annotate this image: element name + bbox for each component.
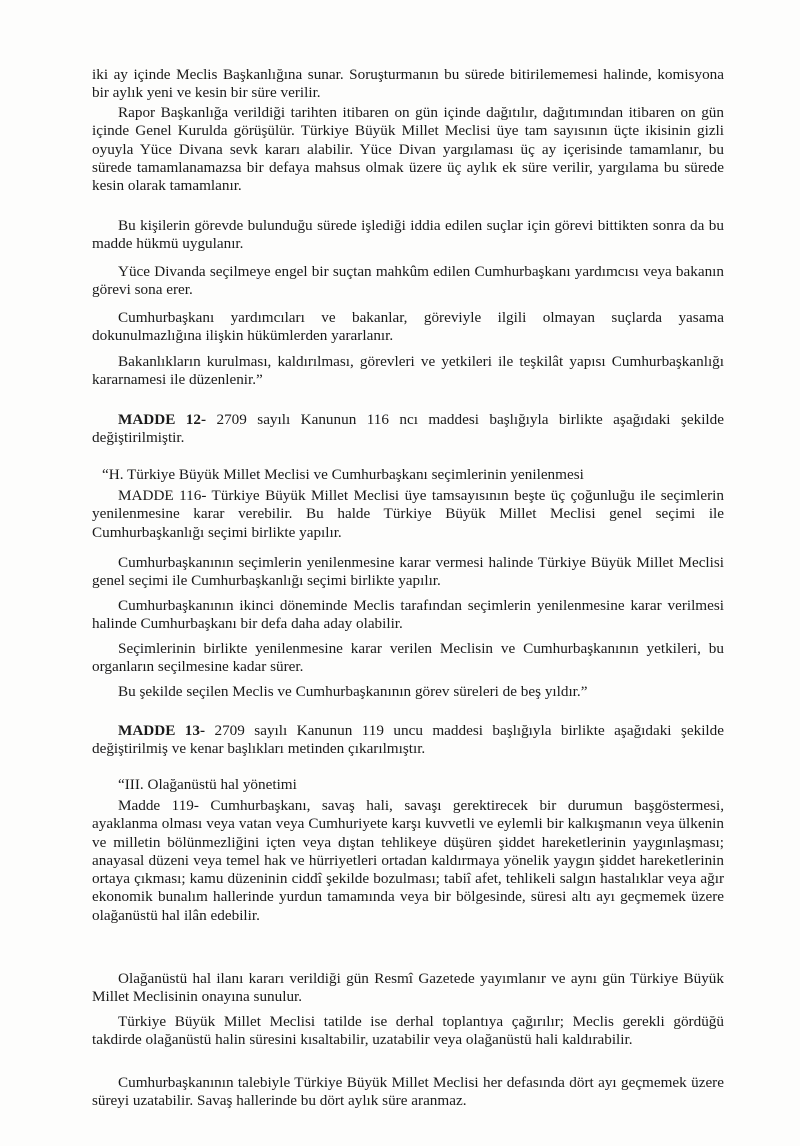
article-12-label: MADDE 12-: [118, 411, 207, 428]
paragraph: MADDE 116- Türkiye Büyük Millet Meclisi üye tamsayısının beşte üç çoğunluğu ile seçimlerin yenilenmesine karar verebilir. Bu halde Türkiye Büyük Millet Meclisi genel seçimi ile Cumhurbaşkanlığı seçimi birlikte yapılır.: [92, 487, 724, 541]
paragraph: Cumhurbaşkanının seçimlerin yenilenmesine karar vermesi halinde Türkiye Büyük Millet Meclisi genel seçimi ile Cumhurbaşkanlığı seçimi birlikte yapılır.: [92, 554, 724, 590]
paragraph: Bu kişilerin görevde bulunduğu sürede işlediği iddia edilen suçlar için görevi bittikten sonra da bu madde hükmü uygulanır.: [92, 217, 724, 253]
paragraph: Cumhurbaşkanının talebiyle Türkiye Büyük Millet Meclisi her defasında dört ayı geçmemek üzere süreyi uzatabilir. Savaş hallerinde bu dört aylık süre aranmaz.: [92, 1074, 724, 1110]
article-13-paragraph: [92, 722, 724, 759]
article-12-text: 2709 sayılı Kanunun 116 ncı maddesi başlığıyla birlikte aşağıdaki şekilde değiştirilmiştir.: [92, 411, 724, 447]
article-12-paragraph: [92, 411, 724, 448]
paragraph: Türkiye Büyük Millet Meclisi tatilde ise derhal toplantıya çağırılır; Meclis gerekli gördüğü takdirde olağanüstü halin süresini kısaltabilir, uzatabilir veya olağanüstü hali kaldırabilir.: [92, 1013, 724, 1049]
article-13-label: MADDE 13-: [118, 722, 206, 739]
paragraph: Rapor Başkanlığa verildiği tarihten itibaren on gün içinde dağıtılır, dağıtımından itibaren on gün içinde Genel Kurulda görüşülür. Türkiye Büyük Millet Meclisi üye tam sayısının üçte ikisinin gizli oyuyla Yüce Divana sevk kararı alabilir. Yüce Divan yargılaması üç ay içerisinde tamamlanır, bu sürede tamamlanamazsa bir defaya mahsus olmak üzere üç aylık ek süre verilir, yargılama bu sürede kesin olarak tamamlanır.: [92, 104, 724, 195]
paragraph: Bakanlıkların kurulması, kaldırılması, görevleri ve yetkileri ile teşkilât yapısı Cumhurbaşkanlığı kararnamesi ile düzenlenir.”: [92, 353, 724, 389]
section-heading: “III. Olağanüstü hal yönetimi: [118, 776, 297, 793]
paragraph: Cumhurbaşkanının ikinci döneminde Meclis tarafından seçimlerin yenilenmesine karar verilmesi halinde Cumhurbaşkanı bir defa daha aday olabilir.: [92, 597, 724, 633]
paragraph: Madde 119- Cumhurbaşkanı, savaş hali, savaşı gerektirecek bir durumun başgöstermesi, ayaklanma olması veya vatan veya Cumhuriyete karşı kuvvetli ve eylemli bir kalkışmanın veya ülkenin ve milletin bölünmezliğini içten veya dıştan tehlikeye düşüren şiddet hareketlerinin yaygınlaşması; anayasal düzeni veya temel hak ve hürriyetleri ortadan kaldırmaya yönelik yaygın şiddet hareketlerinin ortaya çıkması; kamu düzeninin ciddî şekilde bozulması; tabiî afet, tehlikeli salgın hastalıklar veya ağır ekonomik bunalım hallerinde yurdun tamamında veya bir bölgesinde, süresi altı ayı geçmemek üzere olağanüstü hal ilân edebilir.: [92, 797, 724, 924]
paragraph: Yüce Divanda seçilmeye engel bir suçtan mahkûm edilen Cumhurbaşkanı yardımcısı veya bakanın görevi sona erer.: [92, 263, 724, 299]
section-heading: “H. Türkiye Büyük Millet Meclisi ve Cumhurbaşkanı seçimlerinin yenilenmesi: [102, 466, 584, 483]
paragraph: Cumhurbaşkanı yardımcıları ve bakanlar, göreviyle ilgili olmayan suçlarda yasama dokunulmazlığına ilişkin hükümlerden yararlanır.: [92, 309, 724, 345]
paragraph: iki ay içinde Meclis Başkanlığına sunar. Soruşturmanın bu sürede bitirilememesi halinde, komisyona bir aylık yeni ve kesin bir süre verilir.: [92, 66, 724, 102]
article-13-text: 2709 sayılı Kanunun 119 uncu maddesi başlığıyla birlikte aşağıdaki şekilde değiştirilmiş ve kenar başlıkları metinden çıkarılmıştır.: [92, 722, 724, 758]
paragraph: Seçimlerinin birlikte yenilenmesine karar verilen Meclisin ve Cumhurbaşkanının yetkileri, bu organların seçilmesine kadar sürer.: [92, 640, 724, 676]
paragraph: Olağanüstü hal ilanı kararı verildiği gün Resmî Gazetede yayımlanır ve aynı gün Türkiye Büyük Millet Meclisinin onayına sunulur.: [92, 970, 724, 1006]
paragraph: Bu şekilde seçilen Meclis ve Cumhurbaşkanının görev süreleri de beş yıldır.”: [118, 683, 588, 700]
